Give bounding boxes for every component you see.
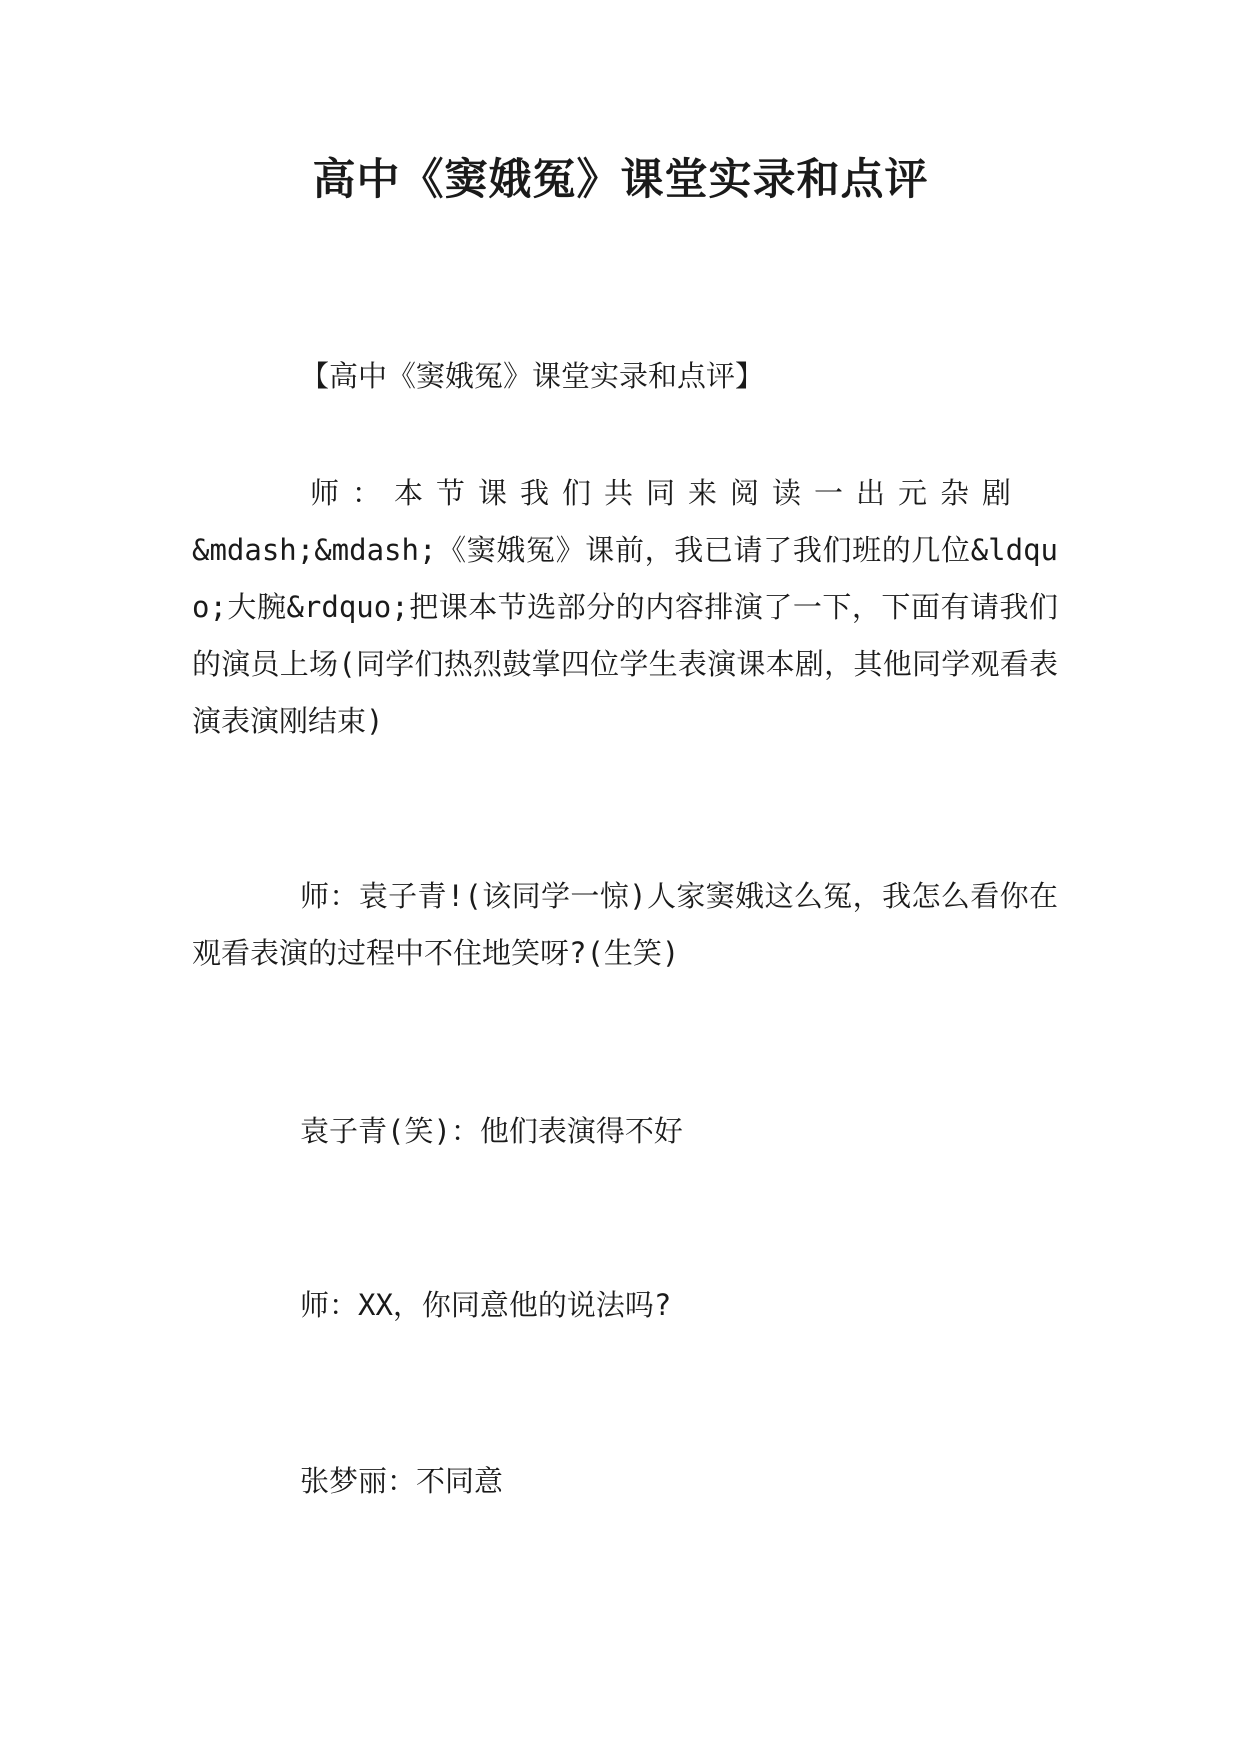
document-title: 高中《窦娥冤》课堂实录和点评 <box>312 155 929 205</box>
paragraph-yuan-answer: 袁子青(笑)：他们表演得不好 <box>300 1114 683 1148</box>
paragraph-teacher-question: 师：袁子青!(该同学一惊)人家窦娥这么冤，我怎么看你在观看表演的过程中不住地笑呀?(生笑) <box>192 879 1058 970</box>
paragraph-teacher-ask-xx: 师：XX，你同意他的说法吗? <box>300 1288 672 1322</box>
paragraph-intro-body: &mdash;&mdash;《窦娥冤》课前，我已请了我们班的几位&ldquo;大腕&rdquo;把课本节选部分的内容排演了一下，下面有请我们的演员上场(同学们热烈鼓掌四位学生表演课本剧，其他同学观看表演表演刚结束) <box>192 533 1058 738</box>
document-subtitle: 【高中《窦娥冤》课堂实录和点评】 <box>300 359 765 393</box>
paragraph-zhang-answer: 张梦丽：不同意 <box>300 1464 504 1498</box>
paragraph-intro <box>192 465 1058 750</box>
paragraph-intro-first-line: 师：本节课我们共同来阅读一出元杂剧 <box>310 476 1025 510</box>
